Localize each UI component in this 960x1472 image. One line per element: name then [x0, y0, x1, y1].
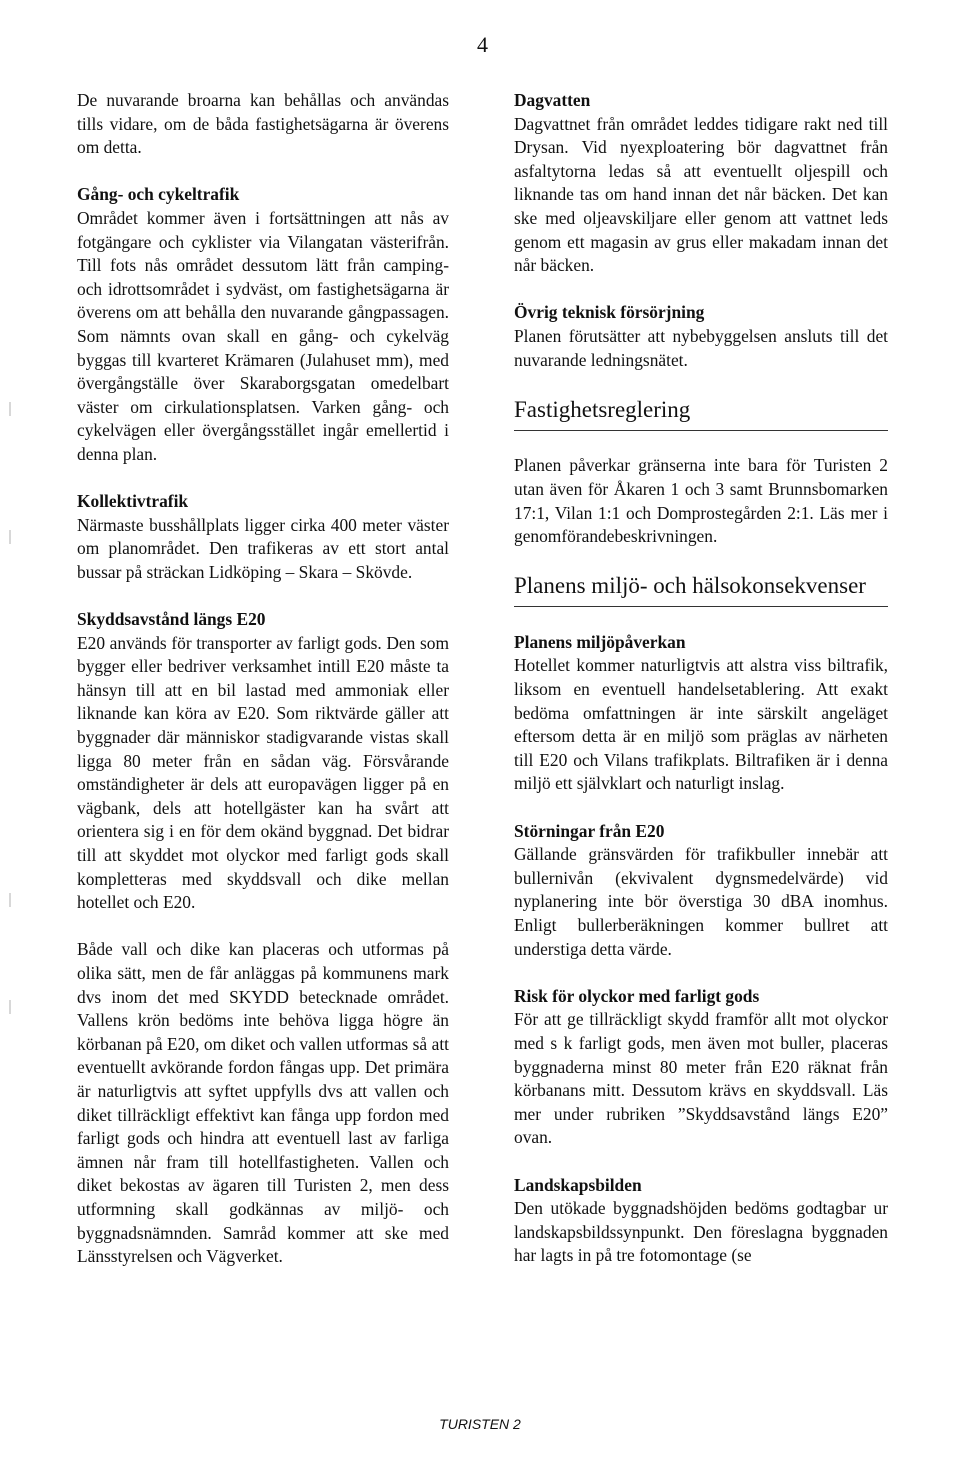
- margin-mark: [9, 402, 11, 416]
- heading-miljopaverkan: Planens miljöpåverkan: [514, 631, 686, 652]
- margin-mark: [9, 893, 11, 907]
- paragraph-dagvatten: Dagvattnet från området leddes tidigare rakt ned till Drysan. Vid nyexploatering bör dagvattnet från asfaltytorna ledas så att eventuellt oljespill och liknande tas om hand innan det når bäcken. Det kan ske med oljeavskiljare eller genom att vattnet leds genom ett magasin av grus eller makadam innan det når bäcken.: [514, 113, 888, 276]
- heading-skyddsavstand: Skyddsavstånd längs E20: [77, 609, 266, 630]
- paragraph-kollektivtrafik: Närmaste busshållplats ligger cirka 400 meter väster om planområdet. Den trafikeras av ett stort antal bussar på sträckan Lidköping – Skara – Skövde.: [77, 514, 449, 582]
- margin-mark: [9, 530, 11, 544]
- paragraph-fastighetsreglering: Planen påverkar gränserna inte bara för Turisten 2 utan även för Åkaren 1 och 3 samt Brunnsbomarken 17:1, Vilan 1:1 och Domprostegården 2:1. Läs mer i genomförandebeskrivningen.: [514, 455, 888, 547]
- paragraph-landskapsbilden: Den utökade byggnadshöjden bedöms godtagbar ur landskapsbildssynpunkt. Den föreslagna byggnaden har lagts in på tre fotomontage (se: [514, 1198, 888, 1266]
- paragraph-skyddsavstand: E20 används för transporter av farligt gods. Den som bygger eller bedriver verksamhet intill E20 måste ta hänsyn till att en bil lastad med ammoniak eller liknande kan köra av E20. Som riktvärde gäller att byggnader där människor stadigvarande vistas skall ligga 80 meter från en sådan väg. Försvårande omständigheter är dels att europavägen ligger på en vägbank, dels att hotellgäster kan ha svårt att orientera sig i en för dem okänd byggnad. Det bidrar till att skyddet mot olyckor med farligt gods skall kompletteras med skyddsvall och dike mellan hotellet och E20.: [77, 632, 449, 913]
- paragraph-teknisk-forsorjning: Planen förutsätter att nybebyggelsen ansluts till det nuvarande ledningsnätet.: [514, 325, 888, 370]
- heading-storningar-e20: Störningar från E20: [514, 820, 665, 841]
- heading-dagvatten: Dagvatten: [514, 90, 591, 110]
- section-title-fastighetsreglering: Fastighetsreglering: [514, 396, 888, 431]
- heading-risk-olyckor: Risk för olyckor med farligt gods: [514, 985, 760, 1006]
- heading-gang-cykeltrafik: Gång- och cykeltrafik: [77, 184, 240, 205]
- heading-teknisk-forsorjning: Övrig teknisk försörjning: [514, 302, 705, 323]
- left-column: [77, 89, 449, 1269]
- paragraph-vall-dike: Både vall och dike kan placeras och utformas på olika sätt, men de får anläggas på kommunens mark dvs inom det med SKYDD betecknade området. Vallens krön bedöms inte behöva ligga högre än körbanan på E20, om diket och vallen utformas så att eventuellt avkörande fordon fångas upp. Det primära är naturligtvis att syftet uppfylls dvs att vallen och diket tillräckligt effektivt kan fånga upp fordon med farligt gods och hindra att eventuell last av farliga ämnen når fram till hotellfastigheten. Vallen och diket bekostas av ägaren till Turisten 2, men dess utformning skall godkännas av miljö- och byggnadsnämnden. Samråd kommer att ske med Länsstyrelsen och Vägverket.: [77, 939, 449, 1267]
- heading-landskapsbilden: Landskapsbilden: [514, 1174, 642, 1195]
- intro-paragraph: De nuvarande broarna kan behållas och användas tills vidare, om de båda fastighetsägarna är överens om detta.: [77, 90, 449, 158]
- margin-mark: [9, 1000, 11, 1014]
- page-number: 4: [477, 32, 488, 57]
- paragraph-gang-cykeltrafik: Området kommer även i fortsättningen att nås av fotgängare och cyklister via Vilangatan västerifrån. Till fots nås området dessutom lätt från camping- och idrottsområdet i sydväst, om fastighetsägarna är överens om att behålla den nuvarande gångpassagen. Som nämnts ovan skall en gång- och cykelväg byggas till kvarteret Krämaren (Julahuset mm), med övergångställe över Skaraborgsgatan omedelbart väster om cirkulationsplatsen. Varken gång- och cykelvägen eller övergångsstället ingår emellertid i denna plan.: [77, 207, 449, 464]
- heading-kollektivtrafik: Kollektivtrafik: [77, 491, 189, 512]
- paragraph-risk-olyckor: För att ge tillräckligt skydd framför allt mot olyckor med s k farligt gods, men även mot buller, placeras byggnaderna minst 80 meter från E20 räknat från körbanans mitt. Dessutom krävs en skyddsvall. Läs mer under rubriken ”Skyddsavstånd längs E20” ovan.: [514, 1009, 888, 1148]
- section-title-miljo-halsokonsekvenser: Planens miljö- och hälsokonsekvenser: [514, 572, 888, 607]
- page-footer: TURISTEN 2: [439, 1416, 521, 1432]
- paragraph-storningar-e20: Gällande gränsvärden för trafikbuller innebär att bullernivån (ekvivalent dygnsmedelvärde) vid nyplanering inte bör överstiga 30 dBA inomhus. Enligt bullerberäkningen kommer bullret att understiga detta värde.: [514, 844, 888, 959]
- paragraph-miljopaverkan: Hotellet kommer naturligtvis att alstra viss biltrafik, liksom en eventuell handelsetablering. Att exakt bedöma omfattningen är inte särskilt angeläget eftersom detta är en miljö som präglas av närheten till E20 och Vilans trafikplats. Biltrafiken är i denna miljö ett självklart och naturligt inslag.: [514, 655, 888, 794]
- right-column: [514, 89, 888, 1268]
